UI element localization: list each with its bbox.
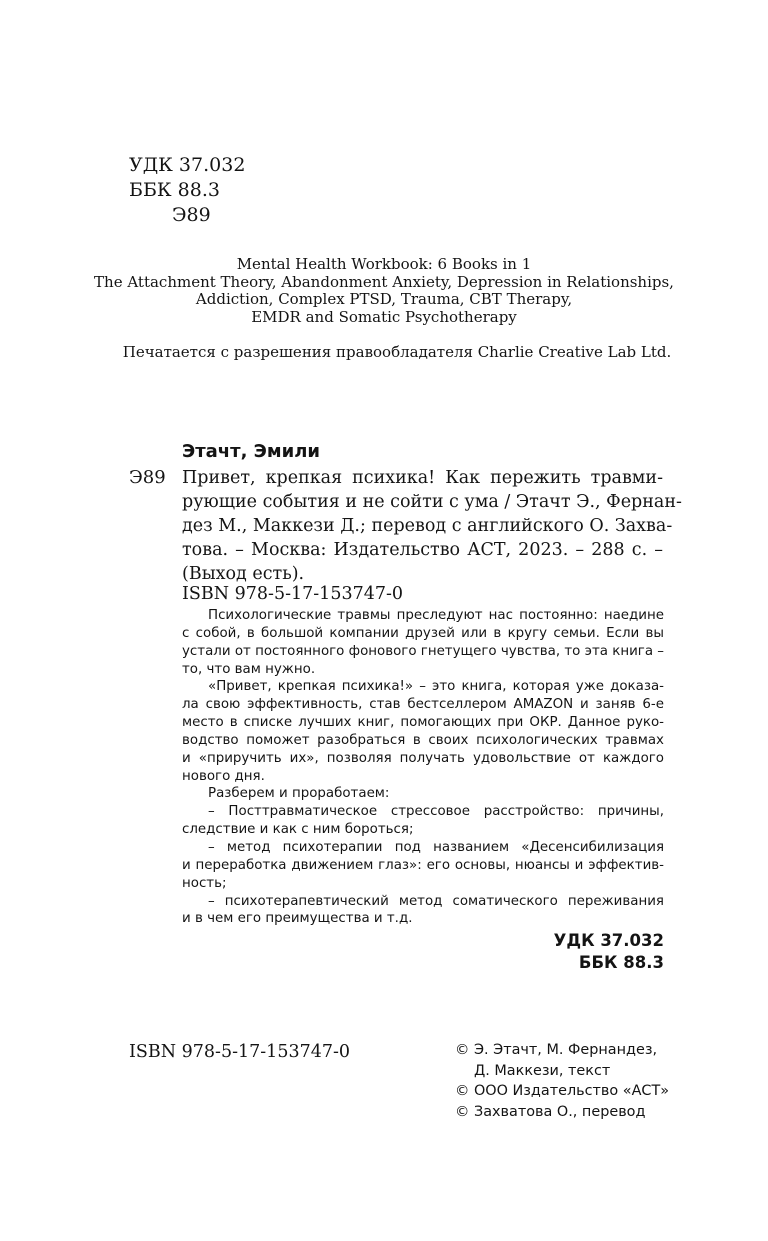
annotation-line: нового дня. [182, 768, 265, 784]
biblio-line: рующие события и не сойти с ума / Этачт Э., Фернан- [182, 492, 682, 512]
bbk-code: ББК 88.3 [129, 179, 220, 201]
annotation-line: «Привет, крепкая психика!» – это книга, которая уже доказа- [208, 679, 664, 695]
annotation-line: устали от постоянного фонового гнетущего чувства, то эта книга – [182, 643, 664, 659]
annotation-line: следствие и как с ним бороться; [182, 822, 414, 838]
author-heading: Этачт, Эмили [182, 441, 321, 462]
original-title-line: Addiction, Complex PTSD, Trauma, CBT Therapy, [195, 290, 573, 309]
annotation-line: с собой, в большой компании друзей или в кругу семьи. Если вы [182, 625, 664, 641]
classification-bottom [554, 930, 664, 974]
annotation-line: ла свою эффективность, став бестселлером AMAZON и заняв 6-е [182, 697, 664, 713]
author-sign-code: Э89 [129, 467, 166, 488]
biblio-line: дез М., Маккези Д.; перевод с английского О. Захва- [182, 516, 673, 536]
annotation-line: и переработка движением глаз»: его основы, нюансы и эффектив- [182, 857, 664, 873]
annotation [182, 607, 664, 928]
original-title-line: The Attachment Theory, Abandonment Anxiety, Depression in Relationships, [94, 272, 674, 291]
annotation-line: и «приручить их», позволяя получать удовольствие от каждого [182, 750, 664, 766]
copyright-line: © ООО Издательство «АСТ» [455, 1083, 670, 1100]
copyright-line: Д. Маккези, текст [474, 1062, 611, 1079]
copyright-block [455, 1040, 669, 1123]
udk-code: УДК 37.032 [129, 154, 246, 176]
original-title-block [0, 256, 768, 327]
udk-code-bottom: УДК 37.032 [553, 931, 664, 950]
isbn-main: ISBN 978-5-17-153747-0 [182, 584, 404, 604]
annotation-line: то, что вам нужно. [182, 661, 316, 677]
original-title-line: Mental Health Workbook: 6 Books in 1 [236, 255, 532, 273]
biblio-line: Привет, крепкая психика! Как пережить травми- [182, 468, 663, 488]
copyright-line: © Захватова О., перевод [455, 1104, 646, 1121]
bbk-code-bottom: ББК 88.3 [578, 953, 664, 972]
annotation-line: и в чем его преимущества и т.д. [182, 911, 413, 927]
author-sign: Э89 [172, 204, 211, 226]
annotation-line: водство поможет разобраться в своих психологических травмах [182, 732, 664, 748]
biblio-line: това. – Москва: Издательство АСТ, 2023. – 288 с. – [182, 540, 663, 560]
isbn-bottom: ISBN 978-5-17-153747-0 [129, 1042, 351, 1062]
annotation-line: ность; [182, 875, 227, 891]
annotation-line: – метод психотерапии под названием «Десенсибилизация [208, 839, 664, 855]
annotation-line: – Посттравматическое стрессовое расстройство: причины, [208, 804, 664, 820]
annotation-line: Психологические травмы преследуют нас постоянно: наедине [208, 608, 664, 623]
annotation-line: – психотерапевтический метод соматического переживания [208, 893, 664, 909]
copyright-line: © Э. Этачт, М. Фернандез, [455, 1042, 658, 1058]
annotation-line: место в списке лучших книг, помогающих при ОКР. Данное руко- [182, 715, 664, 731]
bibliographic-description [182, 466, 682, 586]
annotation-line: Разберем и проработаем: [208, 786, 390, 802]
original-title-line: EMDR and Somatic Psychotherapy [251, 308, 517, 327]
permission-notice: Печатается с разрешения правообладателя Charlie Creative Lab Ltd. [122, 343, 672, 361]
biblio-line: (Выход есть). [182, 564, 305, 584]
